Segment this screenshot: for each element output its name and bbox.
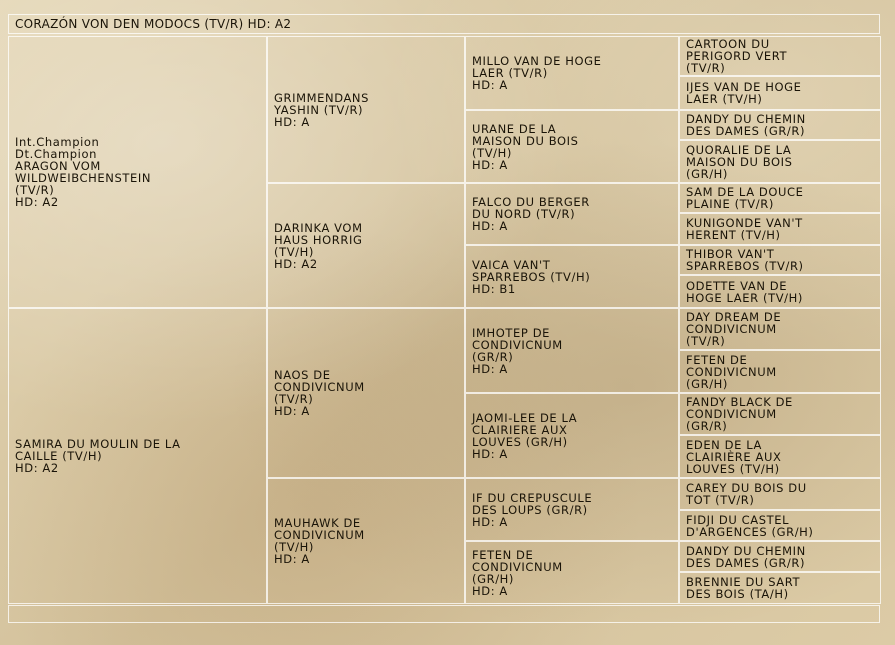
great-grandparent-cell: JAOMI-LEE DE LA CLAIRIERE AUX LOUVES (GR/H) HD: A	[465, 393, 679, 478]
ancestor-cell: FIDJI DU CASTEL D'ARGENCES (GR/H)	[679, 510, 881, 541]
ancestor-cell: BRENNIE DU SART DES BOIS (TA/H)	[679, 572, 881, 604]
ancestor-cell: DANDY DU CHEMIN DES DAMES (GR/R)	[679, 110, 881, 140]
footer-bar	[8, 605, 880, 623]
ancestor-cell: CAREY DU BOIS DU TOT (TV/R)	[679, 478, 881, 510]
ancestor-cell: FANDY BLACK DE CONDIVICNUM (GR/R)	[679, 393, 881, 435]
great-grandparent-cell: URANE DE LA MAISON DU BOIS (TV/H) HD: A	[465, 110, 679, 183]
great-grandparent-cell: IMHOTEP DE CONDIVICNUM (GR/R) HD: A	[465, 308, 679, 393]
great-grandparent-cell: VAICA VAN'T SPARREBOS (TV/H) HD: B1	[465, 245, 679, 308]
pedigree-title: CORAZÓN VON DEN MODOCS (TV/R) HD: A2	[8, 14, 880, 34]
grandparent-cell: DARINKA VOM HAUS HORRIG (TV/H) HD: A2	[267, 183, 465, 308]
great-grandparent-cell: FALCO DU BERGER DU NORD (TV/R) HD: A	[465, 183, 679, 245]
ancestor-cell: KUNIGONDE VAN'T HERENT (TV/H)	[679, 213, 881, 245]
ancestor-cell: SAM DE LA DOUCE PLAINE (TV/R)	[679, 183, 881, 213]
ancestor-cell: FETEN DE CONDIVICNUM (GR/H)	[679, 350, 881, 393]
ancestor-cell: QUORALIE DE LA MAISON DU BOIS (GR/H)	[679, 140, 881, 183]
ancestor-cell: DANDY DU CHEMIN DES DAMES (GR/R)	[679, 541, 881, 572]
grandparent-cell: MAUHAWK DE CONDIVICNUM (TV/H) HD: A	[267, 478, 465, 604]
great-grandparent-cell: FETEN DE CONDIVICNUM (GR/H) HD: A	[465, 541, 679, 604]
ancestor-cell: IJES VAN DE HOGE LAER (TV/H)	[679, 76, 881, 110]
ancestor-cell: CARTOON DU PERIGORD VERT (TV/R)	[679, 36, 881, 76]
great-grandparent-cell: IF DU CREPUSCULE DES LOUPS (GR/R) HD: A	[465, 478, 679, 541]
great-grandparent-cell: MILLO VAN DE HOGE LAER (TV/R) HD: A	[465, 36, 679, 110]
sire-cell: Int.Champion Dt.Champion ARAGON VOM WILDWEIBCHENSTEIN (TV/R) HD: A2	[8, 36, 267, 308]
grandparent-cell: NAOS DE CONDIVICNUM (TV/R) HD: A	[267, 308, 465, 478]
grandparent-cell: GRIMMENDANS YASHIN (TV/R) HD: A	[267, 36, 465, 183]
ancestor-cell: DAY DREAM DE CONDIVICNUM (TV/R)	[679, 308, 881, 350]
ancestor-cell: EDEN DE LA CLAIRIÈRE AUX LOUVES (TV/H)	[679, 435, 881, 478]
ancestor-cell: ODETTE VAN DE HOGE LAER (TV/H)	[679, 275, 881, 308]
dam-cell: SAMIRA DU MOULIN DE LA CAILLE (TV/H) HD: A2	[8, 308, 267, 604]
ancestor-cell: THIBOR VAN'T SPARREBOS (TV/R)	[679, 245, 881, 275]
